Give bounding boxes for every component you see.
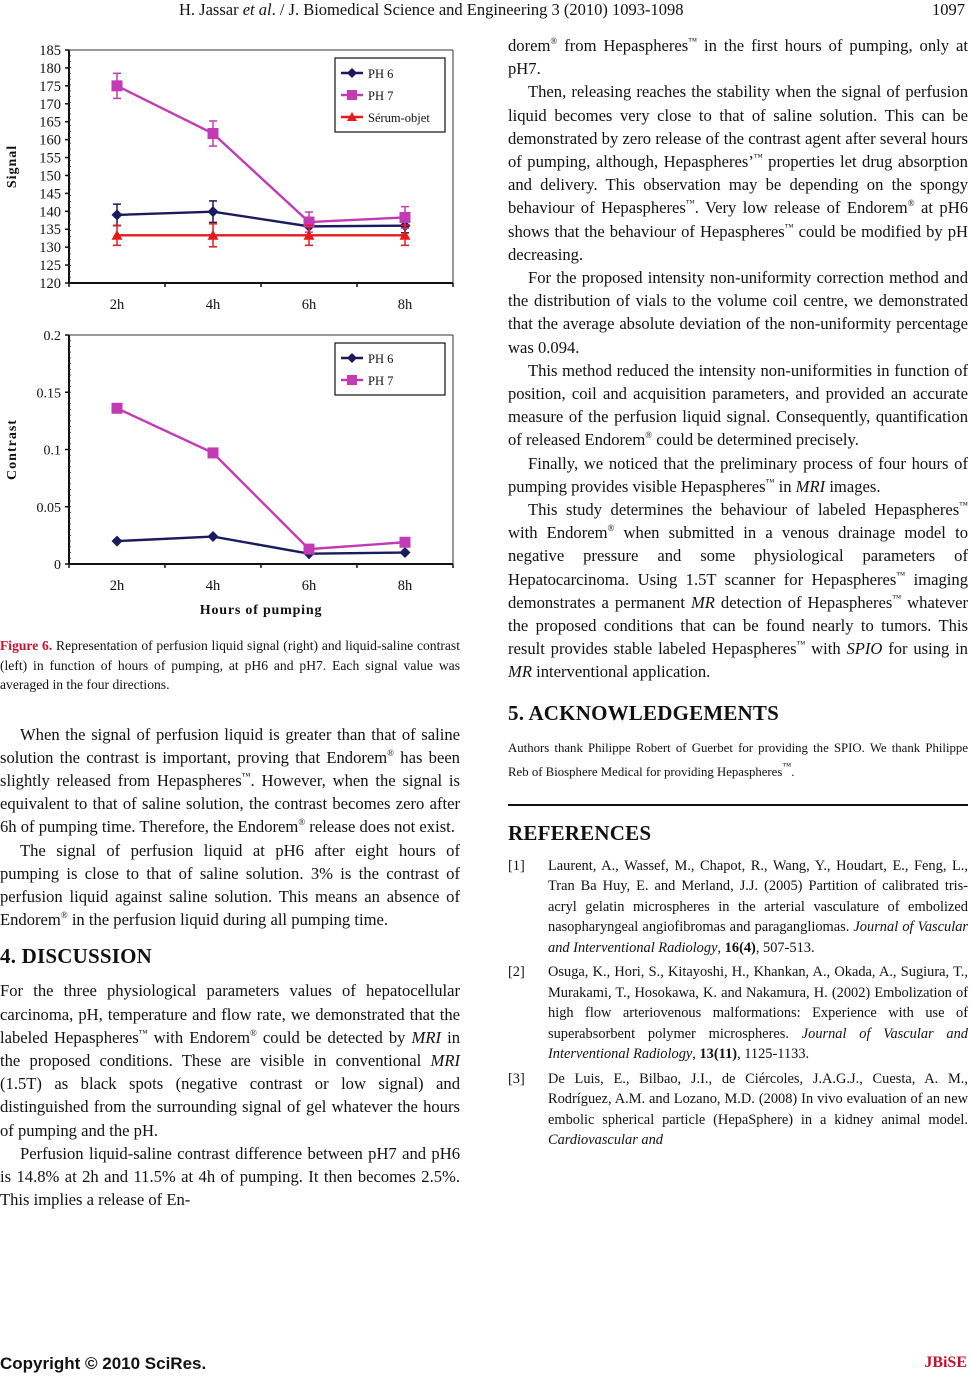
y-tick-label: 175 (39, 78, 61, 95)
y-tick-label: 0.2 (43, 329, 61, 344)
diamond-marker (112, 536, 123, 547)
y-axis-label: Contrast (5, 419, 20, 480)
contrast-chart (0, 323, 460, 623)
y-tick-label: 180 (39, 60, 61, 77)
x-tick-label: 6h (301, 578, 317, 594)
divider (508, 804, 968, 806)
running-head (179, 0, 684, 20)
x-tick-label: 8h (397, 297, 413, 313)
running-head-etal: et al (242, 0, 272, 19)
page-number: 1097 (932, 0, 965, 19)
running-header (0, 0, 971, 24)
series-ph-7 (112, 403, 411, 555)
caption-text: Representation of perfusion liquid signal (right) and liquid-saline contrast (left) in function of hours of pumping, at pH6 and pH7. Each signal value was averaged in the four directions. (0, 638, 460, 692)
reference-item (508, 856, 968, 959)
diamond-marker (208, 206, 219, 217)
x-axis-label: Hours of pumping (199, 603, 323, 618)
contrast-chart-svg (0, 323, 460, 623)
paragraph: When the signal of perfusion liquid is greater than that of saline solution the contrast is important, proving that Endorem® has been slightly released from Hepaspheres™. However, when the signal is equivalent to that of saline solution, the contrast becomes zero after 6h of pumping time. Therefore, the Endorem® release does not exist. (0, 724, 460, 837)
page-footer (0, 1354, 971, 1380)
paragraph: This method reduced the intensity non-uniformities in function of position, coil and acquisition parameters, and provided an accurate measure of the perfusion liquid signal. Consequently, quantification of released Endorem® could be determined precisely. (508, 360, 968, 450)
square-marker (112, 403, 123, 414)
paragraph: The signal of perfusion liquid at pH6 after eight hours of pumping is close to that of saline solution. 3% is the contrast of perfusion liquid against saline solution. This means an absence of Endorem® in the perfusion liquid during all pumping time. (0, 840, 460, 930)
reference-text: Laurent, A., Wassef, M., Chapot, R., Wang, Y., Houdart, E., Feng, L., Tran Ba Huy, E. and Merland, J.J. (2005) Partition of calibrated tris-acryl gelatin microspheres in the arterial vasculature of embolized nasopharyngeal angiofibromas and paragangliomas. Journal of Vascular and Interventional Radiology, 16(4), 507-513. (548, 857, 968, 956)
y-tick-label: 135 (39, 222, 61, 239)
diamond-marker (208, 531, 219, 542)
copyright: Copyright © 2010 SciRes. (0, 1354, 207, 1373)
reference-text: De Luis, E., Bilbao, J.I., de Ciércoles, J.A.G.J., Cuesta, A. M., Rodríguez, A.M. and Lozano, M.D. (2008) In vivo evaluation of an new embolic spherical particle (HepaSphere) in a kidney animal model. Cardiovascular and (548, 1070, 968, 1149)
paragraph: Perfusion liquid-saline contrast difference between pH7 and pH6 is 14.8% at 2h and 11.5% at 4h of pumping. It then becomes 2.5%. This implies a release of En- (0, 1143, 460, 1210)
series-line (117, 408, 405, 549)
y-tick-label: 155 (39, 150, 61, 167)
y-tick-label: 120 (39, 276, 61, 292)
square-marker (347, 375, 357, 385)
diamond-marker (112, 209, 123, 220)
legend-label: PH 6 (368, 352, 394, 366)
series-s-rum-objet (112, 224, 411, 247)
square-marker (347, 90, 357, 100)
square-marker (400, 537, 411, 548)
y-tick-label: 130 (39, 240, 61, 257)
section-heading-discussion: 4. DISCUSSION (0, 944, 152, 969)
y-tick-label: 145 (39, 186, 61, 203)
legend-label: PH 7 (368, 374, 394, 388)
y-tick-label: 0.05 (36, 500, 61, 516)
paragraph: Finally, we noticed that the preliminary process of four hours of pumping provides visible Hepaspheres™ in MRI images. (508, 453, 968, 496)
square-marker (304, 544, 315, 555)
x-tick-label: 4h (205, 578, 221, 594)
reference-list (508, 856, 968, 1151)
x-tick-label: 2h (109, 578, 125, 594)
paragraph: This study determines the behaviour of labeled Hepaspheres™ with Endorem® when submitted in a venous drainage model to negative pressure and some physiological parameters of Hepatocarcinoma. Using 1.5T scanner for Hepaspheres™ imaging demonstrates a permanent MR detection of Hepaspheres™ whatever the proposed conditions that can be found nearly to tumors. This result provides stable labeled Hepaspheres™ with SPIO for using in MR interventional application. (508, 500, 968, 682)
square-marker (208, 128, 219, 139)
signal-chart-svg (0, 40, 460, 320)
reference-text: Osuga, K., Hori, S., Kitayoshi, H., Khankan, A., Okada, A., Sugiura, T., Murakami, T., Hosokawa, K. and Nakamura, H. (2002) Embolization of high flow arteriovenous malformations: Experience with use of superabsorbent polymer microspheres. Journal of Vascular and Interventional Radiology, 13(11), 1125-1133. (548, 964, 968, 1063)
signal-chart (0, 40, 460, 320)
left-column (0, 636, 460, 1211)
section-heading-acknowledgements: 5. ACKNOWLEDGEMENTS (508, 700, 780, 725)
paragraph: For the three physiological parameters values of hepatocellular carcinoma, pH, temperature and flow rate, we demonstrated that the labeled Hepaspheres™ with Endorem® could be detected by MRI in the proposed conditions. These are visible in conventional MRI (1.5T) as black spots (negative contrast or low signal) and distinguished from the surrounding signal of gel whatever the hours of pumping and the pH. (0, 981, 460, 1140)
legend (335, 58, 445, 132)
x-tick-label: 8h (397, 578, 413, 594)
y-tick-label: 0.1 (43, 443, 61, 459)
square-marker (208, 447, 219, 458)
square-marker (112, 80, 123, 91)
running-head-authors: H. Jassar (179, 0, 243, 19)
journal-abbrev: JBiSE (924, 1354, 967, 1371)
x-tick-label: 4h (205, 297, 221, 313)
legend-label: PH 6 (368, 67, 394, 81)
reference-item (508, 962, 968, 1065)
diamond-marker (400, 547, 411, 558)
figure-caption (0, 636, 460, 695)
y-tick-label: 125 (39, 258, 61, 275)
reference-number: [2] (508, 964, 525, 981)
y-tick-label: 0 (54, 558, 61, 573)
y-tick-label: 150 (39, 168, 61, 185)
x-tick-label: 2h (109, 297, 125, 313)
x-tick-label: 6h (301, 297, 317, 313)
paragraph: dorem® from Hepaspheres™ in the first hours of pumping, only at pH7. (508, 36, 968, 79)
reference-number: [3] (508, 1070, 525, 1087)
right-column (508, 34, 968, 1155)
y-axis-label: Signal (5, 144, 20, 189)
y-tick-label: 160 (39, 132, 61, 149)
y-tick-label: 170 (39, 96, 61, 113)
reference-item (508, 1069, 968, 1151)
y-tick-label: 185 (39, 43, 61, 59)
square-marker (400, 212, 411, 223)
y-tick-label: 165 (39, 114, 61, 131)
y-tick-label: 140 (39, 204, 61, 221)
y-tick-label: 0.15 (36, 386, 61, 402)
reference-number: [1] (508, 857, 525, 874)
legend-label: PH 7 (368, 89, 394, 103)
running-head-journal: . / J. Biomedical Science and Engineering 3 (2010) 1093-1098 (271, 0, 684, 19)
legend (335, 343, 445, 395)
legend-label: Sérum-objet (368, 111, 430, 125)
acknowledgements-text: Authors thank Philippe Robert of Guerbet for providing the SPIO. We thank Philippe Reb of Biosphere Medical for providing Hepaspheres™. (508, 740, 968, 779)
section-heading-references: REFERENCES (508, 820, 652, 845)
paragraph: Then, releasing reaches the stability when the signal of perfusion liquid becomes very close to that of saline solution. This can be demonstrated by zero release of the contrast agent after several hours of pumping, although, Hepaspheres’™ properties let drug absorption and delivery. This observation may be depending on the spongy behaviour of Hepaspheres™. Very low release of Endorem® at pH6 shows that the behaviour of Hepaspheres™ could be modified by pH decreasing. (508, 82, 969, 264)
figure-label: Figure 6. (0, 638, 53, 653)
paragraph: For the proposed intensity non-uniformity correction method and the distribution of vials to the volume coil centre, we demonstrated that the average absolute deviation of the non-uniformity percentage was 0.094. (508, 268, 968, 357)
